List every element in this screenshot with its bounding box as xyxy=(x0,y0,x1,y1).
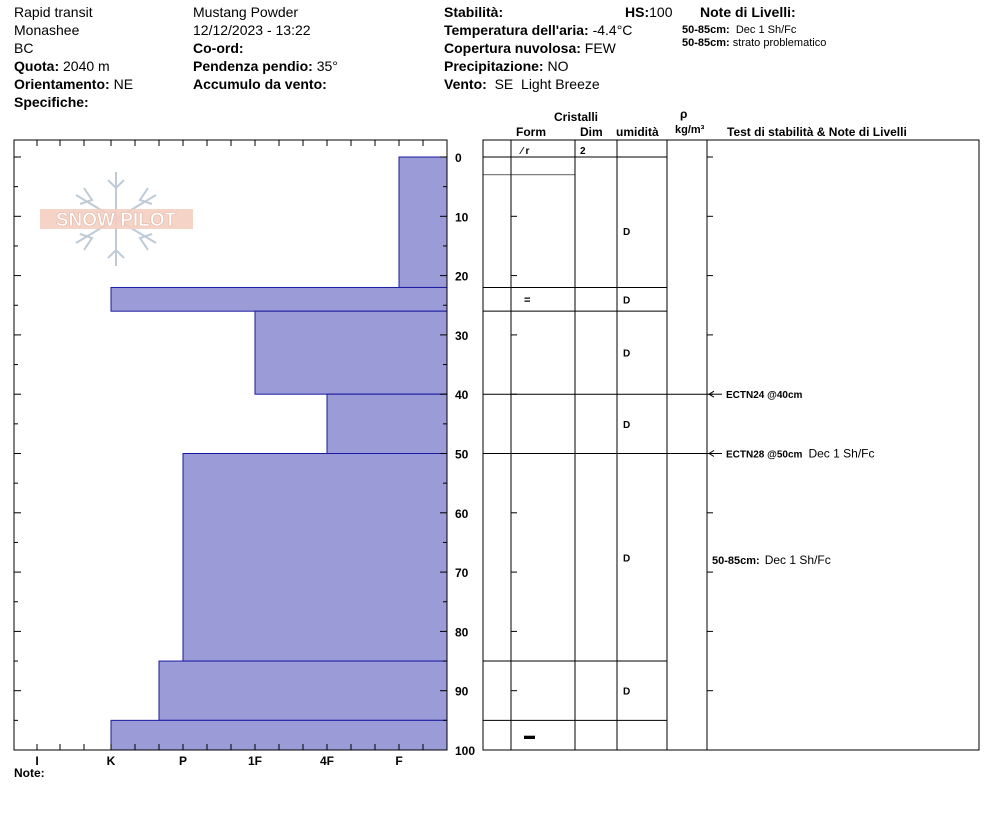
depth-label-0: 0 xyxy=(455,151,462,165)
size-header: Dim xyxy=(580,125,603,139)
depth-label-90: 90 xyxy=(455,684,469,699)
stability-tests xyxy=(709,390,874,567)
layer-comment-text: Dec 1 Sh/Fc xyxy=(764,553,831,568)
test-label-0 xyxy=(726,390,803,401)
layer-note-1-depth: 50-85cm: xyxy=(682,24,730,36)
aspect-label: Orientamento: xyxy=(14,76,110,92)
test-code-0: ECTN24 @40cm xyxy=(726,390,803,402)
layer-grid xyxy=(483,140,979,750)
hardness-label-I: I xyxy=(35,754,39,768)
precip-value: NO xyxy=(547,58,569,74)
density-symbol: ρ xyxy=(680,107,688,121)
layer-note-2-depth: 50-85cm: xyxy=(682,37,730,49)
range: Monashee xyxy=(14,22,80,38)
layer-comment xyxy=(712,553,831,567)
hardness-bar-3 xyxy=(327,394,447,453)
row-form-7: ▬ xyxy=(524,730,535,743)
hs-value: 100 xyxy=(649,4,673,20)
depth-label-40: 40 xyxy=(455,388,469,403)
hardness-label-F: F xyxy=(395,754,403,768)
specifics-label: Specifiche: xyxy=(14,94,89,110)
row-size-0: 2 xyxy=(580,146,586,157)
wind-label: Vento: xyxy=(444,76,487,92)
wind-value: Light Breeze xyxy=(521,76,600,92)
depth-label-20: 20 xyxy=(455,269,469,284)
hs-label: HS: xyxy=(625,4,650,20)
hardness-label-K: K xyxy=(106,754,116,768)
tests-header: Test di stabilità & Note di Livelli xyxy=(727,125,907,139)
air-temp-value: -4.4°C xyxy=(592,22,633,38)
form-header: Form xyxy=(516,125,546,139)
depth-label-70: 70 xyxy=(455,566,469,581)
hardness-bar-5 xyxy=(159,661,447,720)
layer-note-1-text: Dec 1 Sh/Fc xyxy=(735,24,797,36)
wind-dir: SE xyxy=(494,76,514,92)
row-moisture-6: D xyxy=(623,686,631,698)
depth-labels xyxy=(455,151,475,758)
hardness-labels xyxy=(35,754,402,768)
hardness-bar-0 xyxy=(399,157,447,287)
test-note-1: Dec 1 Sh/Fc xyxy=(808,446,875,461)
slope-value: 35° xyxy=(316,58,338,74)
hardness-label-4F: 4F xyxy=(319,754,335,768)
crystals-header: Cristalli xyxy=(554,110,599,124)
hardness-label-1F: 1F xyxy=(247,754,263,768)
snow-pilot-logo xyxy=(40,172,193,266)
elevation-value: 2040 m xyxy=(63,58,110,74)
depth-label-30: 30 xyxy=(455,328,469,343)
location: Rapid transit xyxy=(14,4,93,20)
wind-loading-label: Accumulo da vento: xyxy=(193,76,327,92)
layer-comment-depth: 50-85cm: xyxy=(712,555,760,568)
air-temp-label: Temperatura dell'aria: xyxy=(444,22,589,38)
depth-label-80: 80 xyxy=(455,625,469,640)
test-label-1 xyxy=(726,447,874,461)
logo-text: SNOW PILOT xyxy=(55,210,177,231)
row-moisture-5: D xyxy=(623,553,631,565)
cloud-value: FEW xyxy=(584,40,616,56)
layer-note-2-text: strato problematico xyxy=(732,37,827,49)
layer-notes-label: Note di Livelli: xyxy=(700,4,796,20)
hardness-label-P: P xyxy=(178,754,188,768)
test-code-1: ECTN28 @50cm xyxy=(726,449,803,461)
elevation-label: Quota: xyxy=(14,58,60,74)
hardness-bars xyxy=(111,157,447,750)
state: BC xyxy=(14,40,34,56)
stability-label: Stabilità: xyxy=(444,4,504,20)
depth-label-10: 10 xyxy=(455,210,469,225)
hardness-bar-4 xyxy=(183,454,447,662)
depth-label-60: 60 xyxy=(455,506,469,521)
row-moisture-4: D xyxy=(623,419,631,431)
row-form-2: = xyxy=(524,294,531,307)
coord-label: Co-ord: xyxy=(193,40,244,56)
precip-label: Precipitazione: xyxy=(444,58,544,74)
aspect-value: NE xyxy=(113,76,134,92)
cloud-label: Copertura nuvolosa: xyxy=(444,40,581,56)
note-label: Note: xyxy=(14,766,45,780)
datetime: 12/12/2023 - 13:22 xyxy=(193,22,311,38)
depth-label-100: 100 xyxy=(455,744,476,758)
hardness-bar-1 xyxy=(111,287,447,311)
observer: Mustang Powder xyxy=(193,4,299,20)
row-moisture-1: D xyxy=(623,227,631,239)
depth-label-50: 50 xyxy=(455,447,469,462)
grid-frame xyxy=(483,140,979,750)
density-unit: kg/m³ xyxy=(675,124,705,136)
hardness-bar-2 xyxy=(255,311,447,394)
row-moisture-3: D xyxy=(623,348,631,360)
slope-label: Pendenza pendio: xyxy=(193,58,313,74)
row-form-0: ⁄ r xyxy=(521,146,530,157)
moisture-header: umidità xyxy=(616,125,659,139)
row-moisture-2: D xyxy=(623,295,631,307)
